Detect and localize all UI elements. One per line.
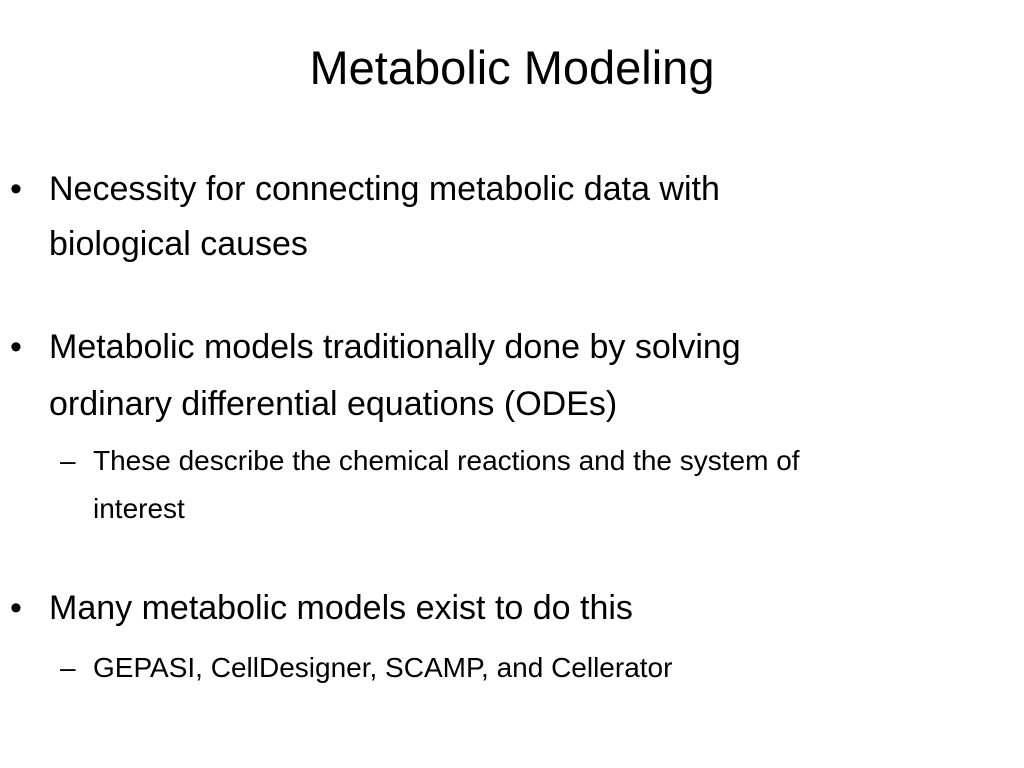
sub-bullet-text-line: GEPASI, CellDesigner, SCAMP, and Cellerator [93, 652, 673, 683]
bullet-text-line: Many metabolic models exist to do this [49, 589, 633, 627]
bullet-text-line: biological causes [49, 225, 308, 263]
sub-bullet-marker: – [60, 445, 76, 476]
slide-title: Metabolic Modeling [309, 41, 715, 94]
bullet-marker: • [10, 589, 22, 627]
bullet-marker: • [10, 170, 22, 208]
bullet-text-line: Metabolic models traditionally done by solving [49, 328, 741, 366]
sub-bullet-marker: – [60, 652, 76, 683]
bullet-text-line: Necessity for connecting metabolic data with [49, 170, 720, 208]
sub-bullet-text-line: interest [93, 493, 185, 524]
bullet-marker: • [10, 328, 22, 366]
sub-bullet-text-line: These describe the chemical reactions and the system of [93, 445, 800, 476]
bullet-text-line: ordinary differential equations (ODEs) [49, 385, 618, 423]
